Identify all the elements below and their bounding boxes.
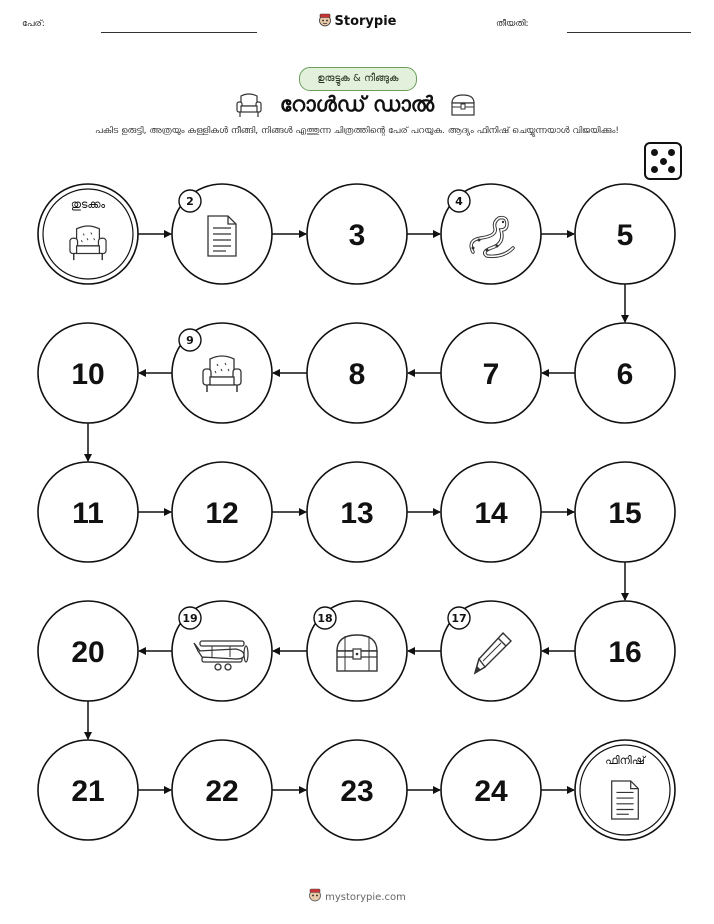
board-cell-21 xyxy=(38,740,138,840)
cell-number: 15 xyxy=(608,497,642,530)
storypie-mascot-icon xyxy=(308,888,322,902)
footer-text: mystorypie.com xyxy=(325,892,406,903)
cell-number-badge-label: 4 xyxy=(455,195,463,208)
treasure-chest-icon xyxy=(337,635,377,671)
footer-url xyxy=(0,888,714,903)
board-cell-25 xyxy=(575,740,675,840)
cell-number: 13 xyxy=(340,497,374,530)
brand-name: Storypie xyxy=(334,14,397,29)
board-cell-14 xyxy=(441,462,541,562)
cell-number: 21 xyxy=(71,775,105,808)
board-cell-17 xyxy=(441,601,541,701)
board-cell-11 xyxy=(38,462,138,562)
board-cell-7 xyxy=(441,323,541,423)
board-cell-9 xyxy=(172,323,272,423)
board-cell-22 xyxy=(172,740,272,840)
cell-number-badge-label: 19 xyxy=(182,612,198,625)
cell-number: 5 xyxy=(616,219,634,252)
document-icon xyxy=(612,781,639,819)
name-label: പേര്: xyxy=(22,19,45,29)
board-cell-19 xyxy=(172,601,272,701)
cell-number: 23 xyxy=(340,775,374,808)
board-cell-20 xyxy=(38,601,138,701)
board-cell-8 xyxy=(307,323,407,423)
board-cell-23 xyxy=(307,740,407,840)
cell-number: 22 xyxy=(205,775,239,808)
cell-number: 10 xyxy=(71,358,105,391)
cell-number: 24 xyxy=(474,775,508,808)
cell-number: 20 xyxy=(71,636,105,669)
cell-number-badge-label: 2 xyxy=(186,195,194,208)
cell-number: 8 xyxy=(348,358,366,391)
board-cell-5 xyxy=(575,184,675,284)
board-cell-12 xyxy=(172,462,272,562)
cell-number: 12 xyxy=(205,497,239,530)
board-cell-16 xyxy=(575,601,675,701)
finish-label: ഫിനിഷ് xyxy=(605,754,645,767)
board-cell-2 xyxy=(172,184,272,284)
cell-number: 14 xyxy=(474,497,508,530)
cell-number-badge-label: 18 xyxy=(317,612,333,625)
board-cell-3 xyxy=(307,184,407,284)
board-cell-24 xyxy=(441,740,541,840)
cell-number: 6 xyxy=(616,358,634,391)
cell-number: 16 xyxy=(608,636,642,669)
board-cell-18 xyxy=(307,601,407,701)
cell-number: 11 xyxy=(72,497,104,530)
start-label: തുടക്കം xyxy=(70,198,106,211)
board-cell-15 xyxy=(575,462,675,562)
game-type-badge: ഉരുട്ടുക & നീങ്ങുക xyxy=(299,67,417,91)
cell-number: 3 xyxy=(348,219,366,252)
board-cell-13 xyxy=(307,462,407,562)
board-cell-1 xyxy=(38,184,138,284)
page-title: റോൾഡ് ഡാൽ xyxy=(279,92,435,116)
board-cell-4 xyxy=(441,184,541,284)
instructions: പകിട ഉരുട്ടി, അത്രയും കള്ളികൾ നീങ്ങി, നിങ്ങൾ എത്തുന്ന ചിത്രത്തിന്റെ പേര് പറയുക. ആദ്യം ഫിനിഷ് ചെയ്യുന്നയാൾ വിജയിക്കും! xyxy=(95,126,619,136)
board-cell-10 xyxy=(38,323,138,423)
board-cell-6 xyxy=(575,323,675,423)
cell-number: 7 xyxy=(482,358,500,391)
document-icon xyxy=(208,216,236,256)
date-label: തീയതി: xyxy=(496,19,529,29)
cell-number-badge-label: 17 xyxy=(451,612,467,625)
cell-number-badge-label: 9 xyxy=(186,334,194,347)
